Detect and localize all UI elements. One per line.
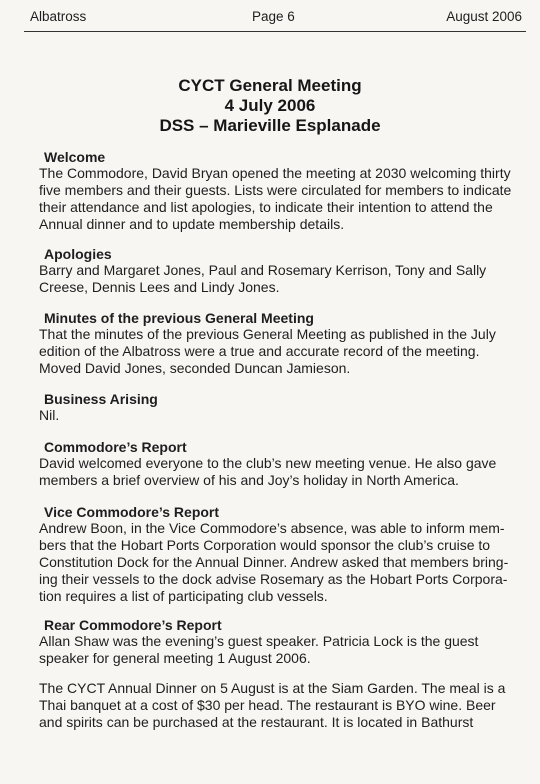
article-title	[0, 76, 540, 136]
section-heading: Business Arising	[44, 391, 158, 407]
page-number: Page 6	[252, 9, 295, 24]
section-heading: Minutes of the previous General Meeting	[44, 310, 314, 326]
text-line: five members and their guests. Lists were circulated for members to indicate	[39, 182, 512, 198]
title-line-1: CYCT General Meeting	[178, 76, 362, 95]
section-paragraph	[39, 326, 515, 377]
section-vice-commodore-report	[39, 504, 515, 605]
section-business-arising	[39, 391, 515, 424]
text-line: Moved David Jones, seconded Duncan Jamieson.	[39, 360, 351, 376]
section-paragraph	[39, 680, 515, 731]
text-line: Thai banquet at a cost of $30 per head. The restaurant is BYO wine. Beer	[39, 697, 496, 713]
section-minutes	[39, 310, 515, 377]
section-heading: Welcome	[44, 149, 106, 165]
text-line: and spirits can be purchased at the restaurant. It is located in Bathurst	[39, 714, 474, 730]
section-paragraph	[39, 455, 515, 489]
running-header	[30, 8, 530, 26]
publication-name: Albatross	[30, 9, 87, 24]
text-line: David welcomed everyone to the club’s new meeting venue. He also gave	[39, 455, 497, 471]
text-line: their attendance and list apologies, to indicate their intention to attend the	[39, 199, 493, 215]
section-heading: Commodore’s Report	[44, 439, 187, 455]
text-line: Constitution Dock for the Annual Dinner. Andrew asked that members bring-	[39, 554, 509, 570]
issue-date: August 2006	[446, 9, 522, 24]
title-line-2: 4 July 2006	[224, 96, 316, 115]
section-paragraph	[39, 633, 515, 667]
text-line: tion requires a list of participating club vessels.	[39, 588, 328, 604]
text-line: edition of the Albatross were a true and accurate record of the meeting.	[39, 343, 480, 359]
text-line: Creese, Dennis Lees and Lindy Jones.	[39, 279, 280, 295]
text-line: Barry and Margaret Jones, Paul and Rosemary Kerrison, Tony and Sally	[39, 262, 487, 278]
text-line: That the minutes of the previous General Meeting as published in the July	[39, 326, 496, 342]
section-annual-dinner	[39, 680, 515, 731]
header-divider	[24, 31, 526, 32]
title-line-3: DSS – Marieville Esplanade	[159, 116, 381, 135]
section-heading: Vice Commodore’s Report	[44, 504, 220, 520]
section-paragraph	[39, 262, 515, 296]
section-paragraph	[39, 407, 515, 424]
section-heading: Apologies	[44, 246, 112, 262]
text-line: members a brief overview of his and Joy’s holiday in North America.	[39, 472, 459, 488]
section-welcome	[39, 149, 515, 233]
text-line: speaker for general meeting 1 August 2006.	[39, 650, 311, 666]
text-line: Andrew Boon, in the Vice Commodore’s absence, was able to inform mem-	[39, 520, 505, 536]
text-line: Nil.	[39, 407, 60, 423]
section-commodore-report	[39, 439, 515, 489]
text-line: ing their vessels to the dock advise Rosemary as the Hobart Ports Corpora-	[39, 571, 508, 587]
text-line: bers that the Hobart Ports Corporation would sponsor the club’s cruise to	[39, 537, 491, 553]
section-paragraph	[39, 520, 515, 605]
text-line: The Commodore, David Bryan opened the meeting at 2030 welcoming thirty	[39, 165, 511, 181]
section-apologies	[39, 246, 515, 296]
text-line: Annual dinner and to update membership details.	[39, 216, 345, 232]
section-heading: Rear Commodore’s Report	[44, 617, 222, 633]
section-paragraph	[39, 165, 515, 233]
section-rear-commodore-report	[39, 617, 515, 667]
text-line: The CYCT Annual Dinner on 5 August is at the Siam Garden. The meal is a	[39, 680, 506, 696]
text-line: Allan Shaw was the evening’s guest speaker. Patricia Lock is the guest	[39, 633, 479, 649]
